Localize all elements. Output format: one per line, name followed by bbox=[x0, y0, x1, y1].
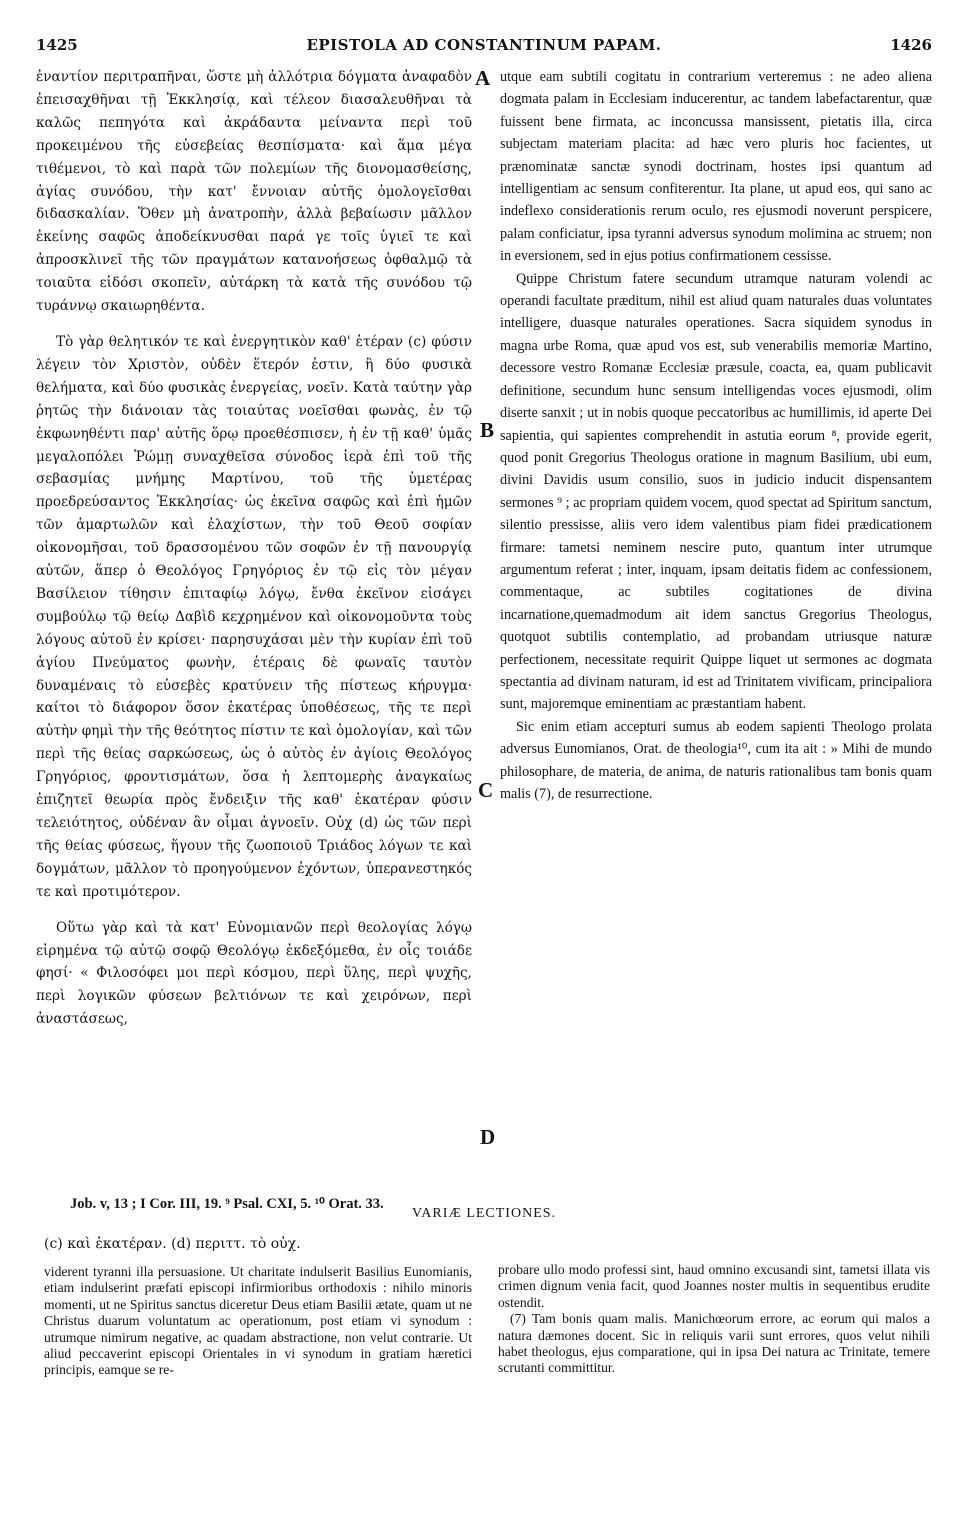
footnote-right-2: (7) Tam bonis quam malis. Manichœorum errore, ac eorum qui malos a natura dæmones docent. Sic in reliquis varii sunt errores, quos velut nihili habet theologus, ejus comparatione, qui in ipsa Dei natura ac Trinitate, temere scrutanti committitur. bbox=[498, 1311, 930, 1376]
footnote-right bbox=[498, 1262, 930, 1377]
variae-lectiones-line: (c) καὶ ἑκατέραν. (d) περιττ. τὸ οὐχ. bbox=[44, 1236, 301, 1252]
scripture-notes: Job. v, 13 ; I Cor. III, 19. ⁹ Psal. CXI, 5. ¹⁰ Orat. 33. bbox=[70, 1196, 384, 1212]
footnote-left: viderent tyranni illa persuasione. Ut charitate indulserit Basilius Eunomianis, etiam indulserint præfati episcopi infirmioribus orthodoxis : nihilo minoris momenti, ut ne Spiritus sanctus diceretur Deus etiam Basilii ætate, quam ut ne Christus duarum voluntatum ac operationum, post etiam vi synodum : utrumque nimirum negative, ac quadam abstractione, non velut contrarie. Ut aliud peccaverint episcopi Orientales in vi synodum in gratiam hæretici principis, eamque se re- bbox=[44, 1264, 472, 1378]
page-number-right: 1426 bbox=[890, 36, 932, 54]
greek-column bbox=[36, 66, 472, 1031]
footnote-right-1: probare ullo modo professi sint, haud omnino excusandi sint, tametsi illata vis crimen dignum venia facit, quod Joannes noster multis in sequentibus erudite ostendit. bbox=[498, 1262, 930, 1310]
greek-paragraph-1: ἐναντίον περιτραπῆναι, ὥστε μὴ ἀλλότρια δόγματα ἀναφαδὸν ἐπεισαχθῆναι τῇ Ἐκκλησίᾳ, καὶ τέλεον διασαλευθῆναι τὰ καλῶς πεπηγότα καὶ ἀκράδαντα μείναντα περὶ τοῦ προκειμένου τῆς εὐσεβείας θεσπίσματα· καὶ ἅμα μέγα τιθέμενοι, τὸ καὶ παρὰ τῶν πολεμίων τῆς διονομασθείσης, ἁγίας συνόδου, τὴν κατ' ἔννοιαν αὐτῆς ὁμολογεῖσθαι διδασκαλίαν. Ὅθεν μὴ ἀνατροπὴν, ἀλλὰ βεβαίωσιν μᾶλλον ἐκείνης σαφῶς ἀποδείκνυσθαι παρά γε τοῖς ὑγιεῖ τε καὶ ἀπροσκλινεῖ τῆς τῶν πραγμάτων κατανοήσεως ὀφθαλμῷ τὰ τοιαῦτα εἰδόσι σκοπεῖν, αὐτάρκη τὰ κατὰ τῆς συνόδου τῷ τυράννῳ σκαιωρηθέντα. bbox=[36, 69, 472, 315]
margin-letter-a: A bbox=[475, 66, 491, 90]
margin-letter-b: B bbox=[480, 418, 495, 442]
greek-paragraph-3: Οὕτω γὰρ καὶ τὰ κατ' Εὐνομιανῶν περὶ θεολογίας λόγῳ εἰρημένα τῷ αὐτῷ σοφῷ Θεολόγῳ ἐκδεξόμεθα, ἐν οἷς τοιάδε φησί· « Φιλοσόφει μοι περὶ κόσμου, περὶ ὕλης, περὶ ψυχῆς, περὶ λογικῶν φύσεων βελτιόνων τε καὶ χειρόνων, περὶ ἀναστάσεως, bbox=[36, 919, 472, 1028]
margin-letter-d: D bbox=[480, 1125, 496, 1149]
latin-paragraph-3: Sic enim etiam accepturi sumus ab eodem sapienti Theologo prolata adversus Eunomianos, Orat. de theologia¹⁰, cum ita ait : » Mihi de mundo philosophare, de materia, de anima, de naturis rationalibus tam bonis quam malis (7), de resurrectione. bbox=[500, 718, 932, 802]
page-number-left: 1425 bbox=[36, 36, 78, 54]
variae-lectiones-heading: VARIÆ LECTIONES. bbox=[411, 1206, 557, 1221]
greek-paragraph-2: Τὸ γὰρ θελητικόν τε καὶ ἐνεργητικὸν καθ' ἑτέραν (c) φύσιν λέγειν τὸν Χριστὸν, οὐδὲν ἕτερόν ἐστιν, ἢ δύο φυσικὰ θελήματα, καὶ δύο φυσικὰς ἐνεργείας, νοεῖν. Κατὰ ταύτην γὰρ ῥητῶς τὴν διάνοιαν τὰς τοιαύτας νοεῖσθαι φωνὰς, ἐν τῷ ἐκφωνηθέντι παρ' αὐτῆς ὅρῳ προεθέσπισεν, ἡ ἐν τῇ καθ' ὑμᾶς μεγαλοπόλει Ῥώμῃ συναχθεῖσα σύνοδος ἱερὰ ἐπὶ τοῦ τῆς σεβασμίας μνήμης Μαρτίνου, τοῦ τῆς ὑμετέρας προεδρεύσαντος Ἐκκλησίας· ὡς ἐκεῖνα σαφῶς καὶ ἐπὶ ἡμῶν τῶν ἁμαρτωλῶν καὶ ἐλαχίστων, τὴν τοῦ Θεοῦ σοφίαν οἰκονομῆσαι, τοῦ δρασσομένου τῶν σοφῶν ἐν τῇ πανουργίᾳ αὐτῶν, ἅπερ ὁ Θεολόγος Γρηγόριος ἐν τῷ εἰς τὸν μέγαν Βασίλειον τίθησιν ἐπιταφίῳ λόγῳ, ἔνθα ἐκεῖνον εἰσάγει συμβούλῳ τῷ θείῳ Δαβὶδ κεχρημένον καὶ οἰκονομοῦντα τοὺς λόγους αὐτοῦ ἐν κρίσει· παρησυχάσαι μὲν τὴν κυρίαν ἐπὶ τοῦ ἁγίου Πνεύματος φωνὴν, ἑτέραις δὲ φωναῖς ταυτὸν δυναμέναις τὸ εὐσεβὲς κρατύνειν τῆς πίστεως κήρυγμα· καίτοι τὸ διάφορον ὅσον ἑκατέρας ὑποθέσεως, τῆς τε περὶ αὐτὴν φημὶ τὴν τῆς θεότητος πίστιν τε καὶ ὁμολογίαν, καὶ τῶν περὶ τῆς θείας σαρκώσεως, ὡς ὁ αὐτὸς ἐν ἁγίοις Θεολόγος Γρηγόριος, φροντισμάτων, ὅσα ἡ λεπτομερὴς ἀναγκαίως ἐπιζητεῖ θεωρία πρὸς ἔνδειξιν τῆς καθ' ἑκατέραν φύσιν τελειότητος, οὐδέναν ἂν οἶμαι ἀγνοεῖν. Οὐχ (d) ὡς τῶν περὶ τῆς θείας φύσεως, ἥγουν τῆς ζωοποιοῦ Τριάδος λόγων τε καὶ δογμάτων, μᾶλλον τὸ προηγούμενον ἐχόντων, ὑπερανεστηκός τε καὶ προτιμότερον. bbox=[36, 333, 472, 900]
latin-paragraph-1: utque eam subtili cogitatu in contrarium verteremus : ne adeo aliena dogmata palam in Ecclesiam inducerentur, ac tandem labefactarentur, quæ fuissent bene firmata, ac inconcussa mansissent, pietatis illa, circa subjectam materiam placita: ad hæc vero pluris hoc facientes, ut prænominatæ sanctæ synodi doctrinam, hostes ipsi quantum ad intelligentiam ac sensum confiterentur. Ita plane, ut apud eos, qui sano ac indeflexo considerationis rerum oculo, res ejusmodi noverunt perspicere, palam conficiatur, ipsa tyranni adversus synodum molimina ac struem; non in eversionem, sed in ejus potius confirmationem cessisse. bbox=[500, 69, 932, 265]
margin-letter-c: C bbox=[478, 778, 494, 802]
running-header bbox=[36, 36, 932, 62]
page-title: EPISTOLA AD CONSTANTINUM PAPAM. bbox=[306, 36, 662, 54]
latin-column bbox=[500, 66, 932, 805]
latin-paragraph-2: Quippe Christum fatere secundum utramque naturam volendi ac operandi facultate præditum, nihil est aliud quam naturales duas voluntates intelligere, duasque naturales operationes. Sacra siquidem synodus in magna urbe Roma, quæ apud vos est, sub venerabilis memoriæ Martino, decessore vestro Romanæ Ecclesiæ præsule, coacta, ea, quam publicavit definitione, secundum hunc sensum intelligendas voces ejusmodi, olim diserte sanxit ; ut in nobis quoque peccatoribus ac humillimis, id aperte Dei sapientia, qui sapientes comprehendit in astutia eorum ⁸, provide egerit, quod ponit Gregorius Theologus oratione in magnum Basilium, ubi eum, divini Davidis usum consilio, suos in judicio inducit dispensantem sermones ⁹ ; ac propriam quidem vocem, quod spectat ad Spiritum sanctum, silentio pressisse, aliis vero idem valentibus piam fidei prædicationem firmare: tametsi neminem nescire puto, quantum inter utrumque argumentum referat ; inter, inquam, ipsam deitatis fidem ac confessionem, commentaque, ac subtiles cogitationes de divina incarnatione,quemadmodum ait idem sanctus Gregorius Theologus, quotquot subtilis contemplatio, ad probandam utriusque naturæ perfectionem, necessitate requirit Quippe liquet ut sermones ac dogmata spectantia ad divinam naturam, id est ad Trinitatem vivificam, principaliora sunt, majoremque eminentiam ac præstantiam habent. bbox=[500, 270, 932, 713]
